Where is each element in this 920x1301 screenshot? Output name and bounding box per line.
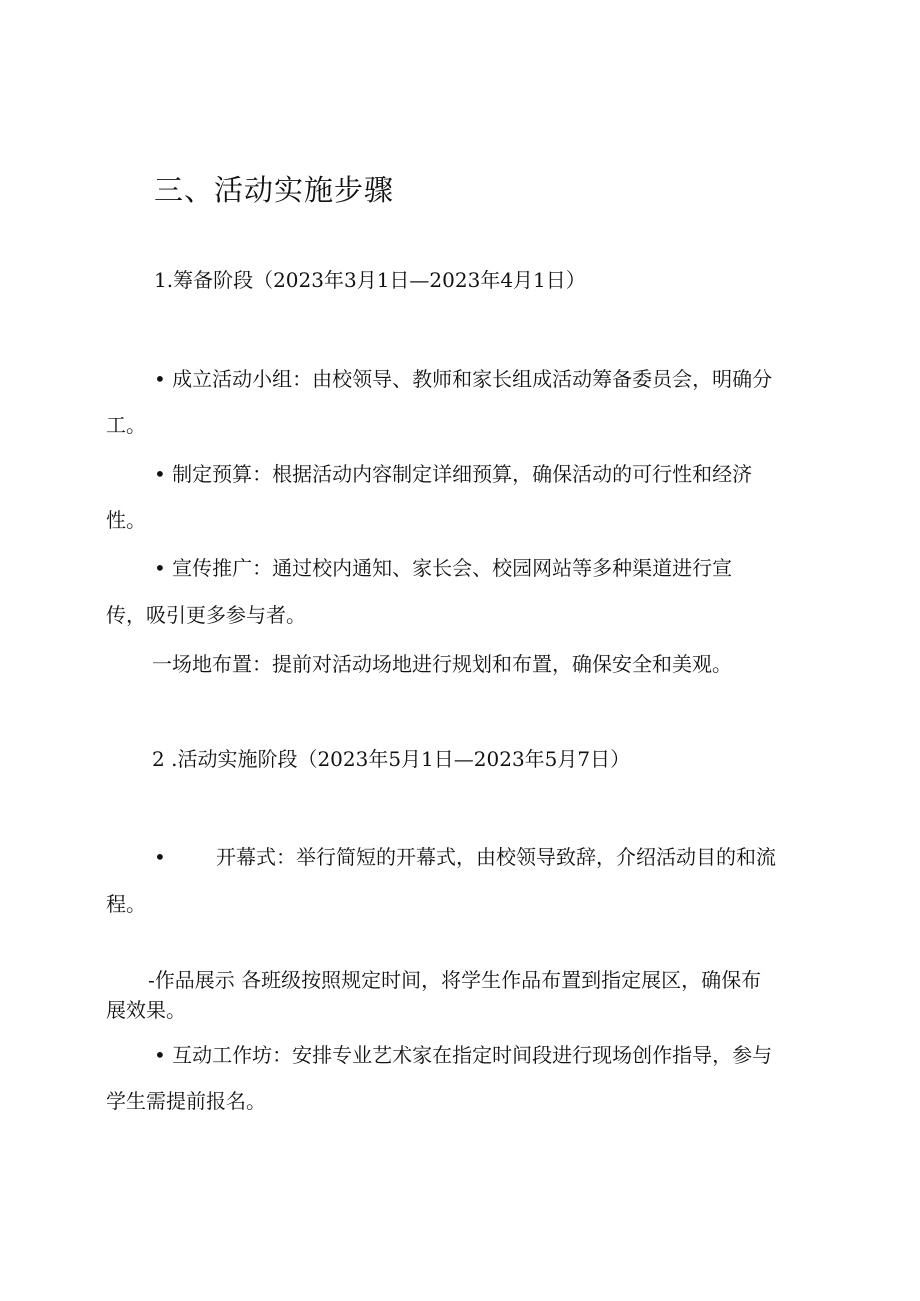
stage1-title: 1.筹备阶段（2023年3月1日—2023年4月1日） bbox=[154, 268, 586, 292]
stage1-item3-line2: 传，吸引更多参与者。 bbox=[106, 603, 306, 627]
stage2-item2-line2: 展效果。 bbox=[106, 998, 186, 1022]
stage1-item2-line2: 性。 bbox=[106, 508, 146, 532]
stage1-item4-line1: 一场地布置：提前对活动场地进行规划和布置，确保安全和美观。 bbox=[152, 652, 732, 676]
stage2-item1-bullet: • bbox=[154, 845, 166, 869]
stage2-item2-line1: -作品展示 各班级按照规定时间，将学生作品布置到指定展区，确保布 bbox=[148, 968, 762, 992]
stage1-item3-line1: • 宣传推广：通过校内通知、家长会、校园网站等多种渠道进行宣 bbox=[154, 556, 733, 580]
section-heading: 三、活动实施步骤 bbox=[154, 173, 395, 207]
stage2-item1-line2: 程。 bbox=[106, 892, 146, 916]
stage2-item3-line1: • 互动工作坊：安排专业艺术家在指定时间段进行现场创作指导，参与 bbox=[154, 1043, 773, 1067]
stage1-item1-line2: 工。 bbox=[106, 413, 146, 437]
stage1-item1-line1: • 成立活动小组：由校领导、教师和家长组成活动筹备委员会，明确分 bbox=[154, 367, 773, 391]
stage2-title: 2 .活动实施阶段（2023年5月1日—2023年5月7日） bbox=[152, 747, 631, 771]
stage1-item2-line1: • 制定预算：根据活动内容制定详细预算，确保活动的可行性和经济 bbox=[154, 462, 753, 486]
stage2-item3-line2: 学生需提前报名。 bbox=[106, 1089, 266, 1113]
stage2-item1-line1: 开幕式：举行简短的开幕式，由校领导致辞，介绍活动目的和流 bbox=[216, 845, 776, 869]
